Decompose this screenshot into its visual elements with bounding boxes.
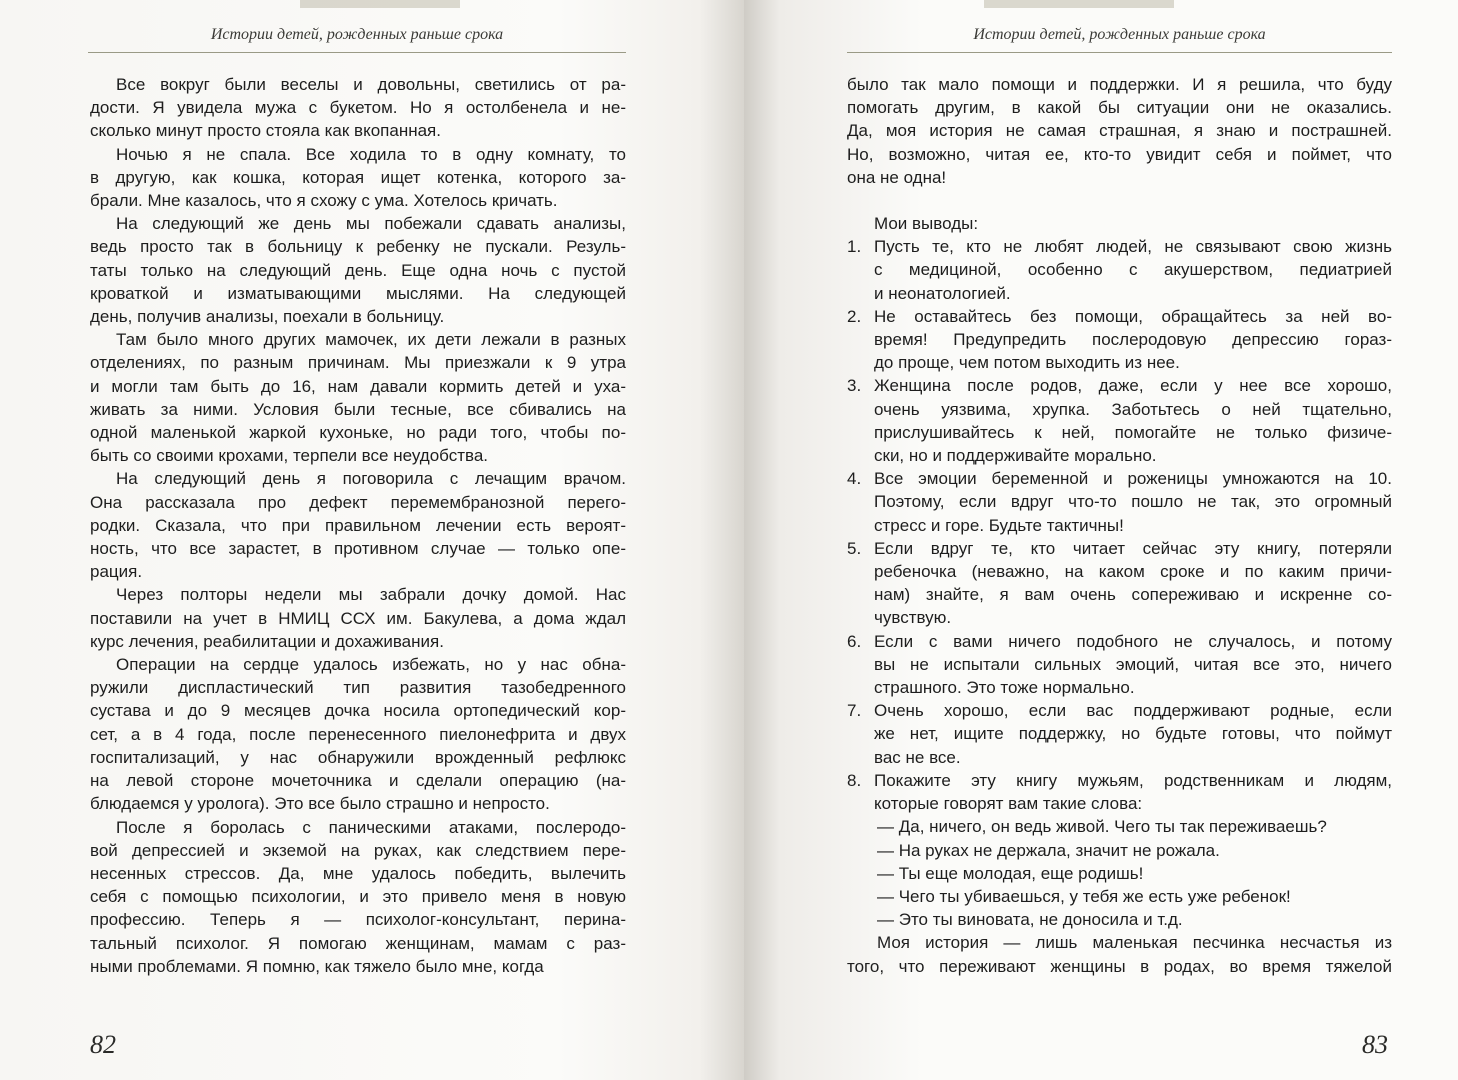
- list-number: 8.: [847, 770, 862, 790]
- text-line: блюдаемся у уролога). Это все было страшно и непросто.: [90, 794, 550, 814]
- paragraph: [90, 467, 626, 583]
- text-line: прислушивайтесь к ней, помогайте не только физиче-: [874, 422, 1392, 442]
- text-line: же нет, ищите поддержку, но будьте готовы, что поймут: [874, 724, 1392, 744]
- text-line: Если с вами ничего подобного не случалось, и потому: [874, 631, 1392, 651]
- text-line: себя с помощью психологии, и это привело меня в новую: [90, 887, 626, 907]
- conclusions-title: Мои выводы:: [874, 214, 979, 234]
- text-line: На следующий же день мы побежали сдавать анализы,: [116, 214, 626, 234]
- list-item: [847, 305, 1392, 375]
- text-line: ски, но и поддерживайте морально.: [874, 446, 1157, 466]
- text-line: Моя история — лишь маленькая песчинка несчастья из: [877, 933, 1392, 953]
- text-line: После я боролась с паническими атаками, послеродо-: [116, 817, 626, 837]
- quote-line: — На руках не держала, значит не рожала.: [877, 840, 1220, 860]
- text-line: помогать другим, в какой бы ситуации они не оказались.: [847, 98, 1392, 118]
- text-line: ребеночка (неважно, на каком сроке и по каким причи-: [874, 562, 1392, 582]
- text-line: Пусть те, кто не любят людей, не связывают свою жизнь: [874, 237, 1392, 257]
- text-line: день, получив анализы, поехали в больницу.: [90, 307, 445, 327]
- text-line: и неонатологией.: [874, 283, 1011, 303]
- text-line: одной маленькой жаркой кухоньке, но ради того, чтобы по-: [90, 423, 626, 443]
- list-number: 2.: [847, 306, 862, 326]
- quotes-list: [847, 815, 1392, 931]
- text-line: того, что переживают женщины в родах, во время тяжелой: [847, 956, 1392, 976]
- text-line: Она рассказала про дефект перемембранозной перего-: [90, 492, 626, 512]
- page-number: 83: [1362, 1030, 1388, 1059]
- text-line: сколько минут просто стояла как вкопанная.: [90, 121, 441, 141]
- paragraph: [90, 143, 626, 213]
- text-line: до проще, чем потом выходить из нее.: [874, 353, 1180, 373]
- text-line: курс лечения, реабилитации и дохаживания.: [90, 631, 444, 651]
- text-line: Операции на сердце удалось избежать, но у нас обна-: [116, 655, 626, 675]
- text-line: На следующий день я поговорила с лечащим врачом.: [116, 469, 626, 489]
- text-line: отделениях, по разным причинам. Мы приезжали к 9 утра: [90, 353, 626, 373]
- running-header: Истории детей, рожденных раньше срока: [973, 26, 1266, 43]
- text-line: рация.: [90, 562, 143, 582]
- top-edge-mark: [300, 0, 460, 8]
- list-item: [847, 235, 1392, 305]
- text-line: было так мало помощи и поддержки. И я решила, что буду: [847, 75, 1392, 94]
- header-rule: [88, 52, 626, 53]
- text-line: несенных стрессов. Да, мне удалось победить, вылечить: [90, 863, 626, 883]
- right-page: [744, 0, 1458, 1080]
- list-item: [847, 467, 1392, 537]
- text-line: Там было много других мамочек, их дети лежали в разных: [116, 330, 626, 350]
- text-line: Все вокруг были веселы и довольны, светились от ра-: [116, 75, 626, 94]
- text-line: госпитализаций, у нас обнаружили врожденный рефлюкс: [90, 747, 626, 767]
- text-line: и могли там быть до 16, нам давали кормить детей и уха-: [90, 376, 626, 396]
- intro-paragraph: [847, 73, 1392, 189]
- conclusions-list: [847, 235, 1392, 815]
- text-line: Все эмоции беременной и роженицы умножаются на 10.: [874, 469, 1392, 489]
- text-line: время! Предупредить послеродовую депрессию гораз-: [874, 330, 1392, 350]
- list-item: [847, 699, 1392, 769]
- text-line: страшного. Это тоже нормально.: [874, 678, 1135, 698]
- list-item: [847, 537, 1392, 630]
- text-line: вы не испытали сильных эмоций, читая все это, ничего: [874, 654, 1392, 674]
- paragraph-gap: [847, 189, 1392, 212]
- text-line: кроваткой и изматывающими мыслями. На следующей: [90, 283, 626, 303]
- paragraph: [90, 73, 626, 143]
- text-line: ность, что все зарастет, в противном случае — только опе-: [90, 539, 626, 559]
- header-rule: [847, 52, 1392, 53]
- text-line: дости. Я увидела мужа с букетом. Но я остолбенела и не-: [90, 98, 626, 118]
- list-number: 7.: [847, 701, 862, 721]
- text-line: живать за ними. Условия были тесные, все сбивались на: [90, 399, 626, 419]
- list-number: 6.: [847, 631, 862, 651]
- quote-line: — Чего ты убиваешься, у тебя же есть уже ребенок!: [877, 886, 1291, 906]
- paragraph: [90, 653, 626, 815]
- text-line: стресс и горе. Будьте тактичны!: [874, 515, 1124, 535]
- top-edge-mark: [984, 0, 1174, 8]
- running-header: Истории детей, рожденных раньше срока: [210, 26, 504, 43]
- list-number: 1.: [847, 237, 862, 257]
- list-number: 5.: [847, 538, 862, 558]
- text-line: ружили диспластический тип развития тазобедренного: [90, 678, 626, 698]
- list-item: [847, 374, 1392, 467]
- text-line: сет, а в 4 года, после перенесенного пиелонефрита и двух: [90, 724, 626, 744]
- closing-paragraph: [847, 931, 1392, 977]
- text-line: в другую, как кошка, которая ищет котенка, которого за-: [90, 167, 626, 187]
- text-line: Очень хорошо, если вас поддерживают родные, если: [874, 701, 1392, 721]
- list-item: [847, 769, 1392, 815]
- quote-line: — Да, ничего, он ведь живой. Чего ты так переживаешь?: [877, 817, 1327, 837]
- list-number: 4.: [847, 469, 862, 489]
- paragraph: [90, 328, 626, 467]
- text-line: ведь просто так в больницу к ребенку не пускали. Резуль-: [90, 237, 626, 257]
- text-line: вой депрессией и экземой на руках, как следствием пере-: [90, 840, 626, 860]
- text-line: брали. Мне казалось, что я схожу с ума. Хотелось кричать.: [90, 191, 558, 211]
- paragraph: [90, 816, 626, 978]
- text-line: Ночью я не спала. Все ходила то в одну комнату, то: [116, 144, 626, 164]
- text-line: которые говорят вам такие слова:: [874, 794, 1143, 814]
- text-line: ными проблемами. Я помню, как тяжело было мне, когда: [90, 956, 544, 976]
- text-line: она не одна!: [847, 167, 947, 187]
- quote-line: — Ты еще молодая, еще родишь!: [877, 863, 1144, 883]
- text-line: Поэтому, если вдруг что-то пошло не так, это огромный: [874, 492, 1392, 512]
- quote-line: — Это ты виновата, не доносила и т.д.: [877, 910, 1183, 930]
- text-line: Покажите эту книгу мужьям, родственникам и людям,: [874, 770, 1392, 790]
- text-line: Не оставайтесь без помощи, обращайтесь за ней во-: [874, 306, 1392, 326]
- paragraph: [90, 212, 626, 328]
- paragraph: [90, 583, 626, 653]
- text-line: нам) знайте, я вам очень сопереживаю и искренне со-: [874, 585, 1392, 605]
- list-item: [847, 630, 1392, 700]
- text-line: таты только на следующий день. Еще одна ночь с пустой: [90, 260, 626, 280]
- text-line: тальный психолог. Я помогаю женщинам, мамам с раз-: [90, 933, 626, 953]
- text-line: Женщина после родов, даже, если у нее все хорошо,: [874, 376, 1392, 396]
- page-number: 82: [90, 1030, 116, 1059]
- left-page-text: [90, 73, 626, 978]
- text-line: Через полторы недели мы забрали дочку домой. Нас: [116, 585, 626, 605]
- text-line: сустава и до 9 месяцев дочка носила ортопедический кор-: [90, 701, 626, 721]
- text-line: с медициной, особенно с акушерством, педиатрией: [874, 260, 1392, 280]
- list-number: 3.: [847, 376, 862, 396]
- text-line: Да, моя история не самая страшная, я знаю и пострашней.: [847, 121, 1392, 141]
- text-line: чувствую.: [874, 608, 952, 628]
- text-line: Но, возможно, читая ее, кто-то увидит себя и поймет, что: [847, 144, 1392, 164]
- text-line: на левой стороне мочеточника и сделали операцию (на-: [90, 771, 626, 791]
- right-page-text: [847, 73, 1392, 978]
- text-line: Если вдруг те, кто читает сейчас эту книгу, потеряли: [874, 538, 1392, 558]
- text-line: профессию. Теперь я — психолог-консультант, перина-: [90, 910, 626, 930]
- text-line: поставили на учет в НМИЦ ССХ им. Бакулева, а дома ждал: [90, 608, 626, 628]
- text-line: вас не все.: [874, 747, 961, 767]
- text-line: очень уязвима, хрупка. Заботьтесь о ней тщательно,: [874, 399, 1392, 419]
- text-line: родки. Сказала, что при правильном лечении есть вероят-: [90, 515, 626, 535]
- text-line: быть со своими крохами, терпели все неудобства.: [90, 446, 489, 466]
